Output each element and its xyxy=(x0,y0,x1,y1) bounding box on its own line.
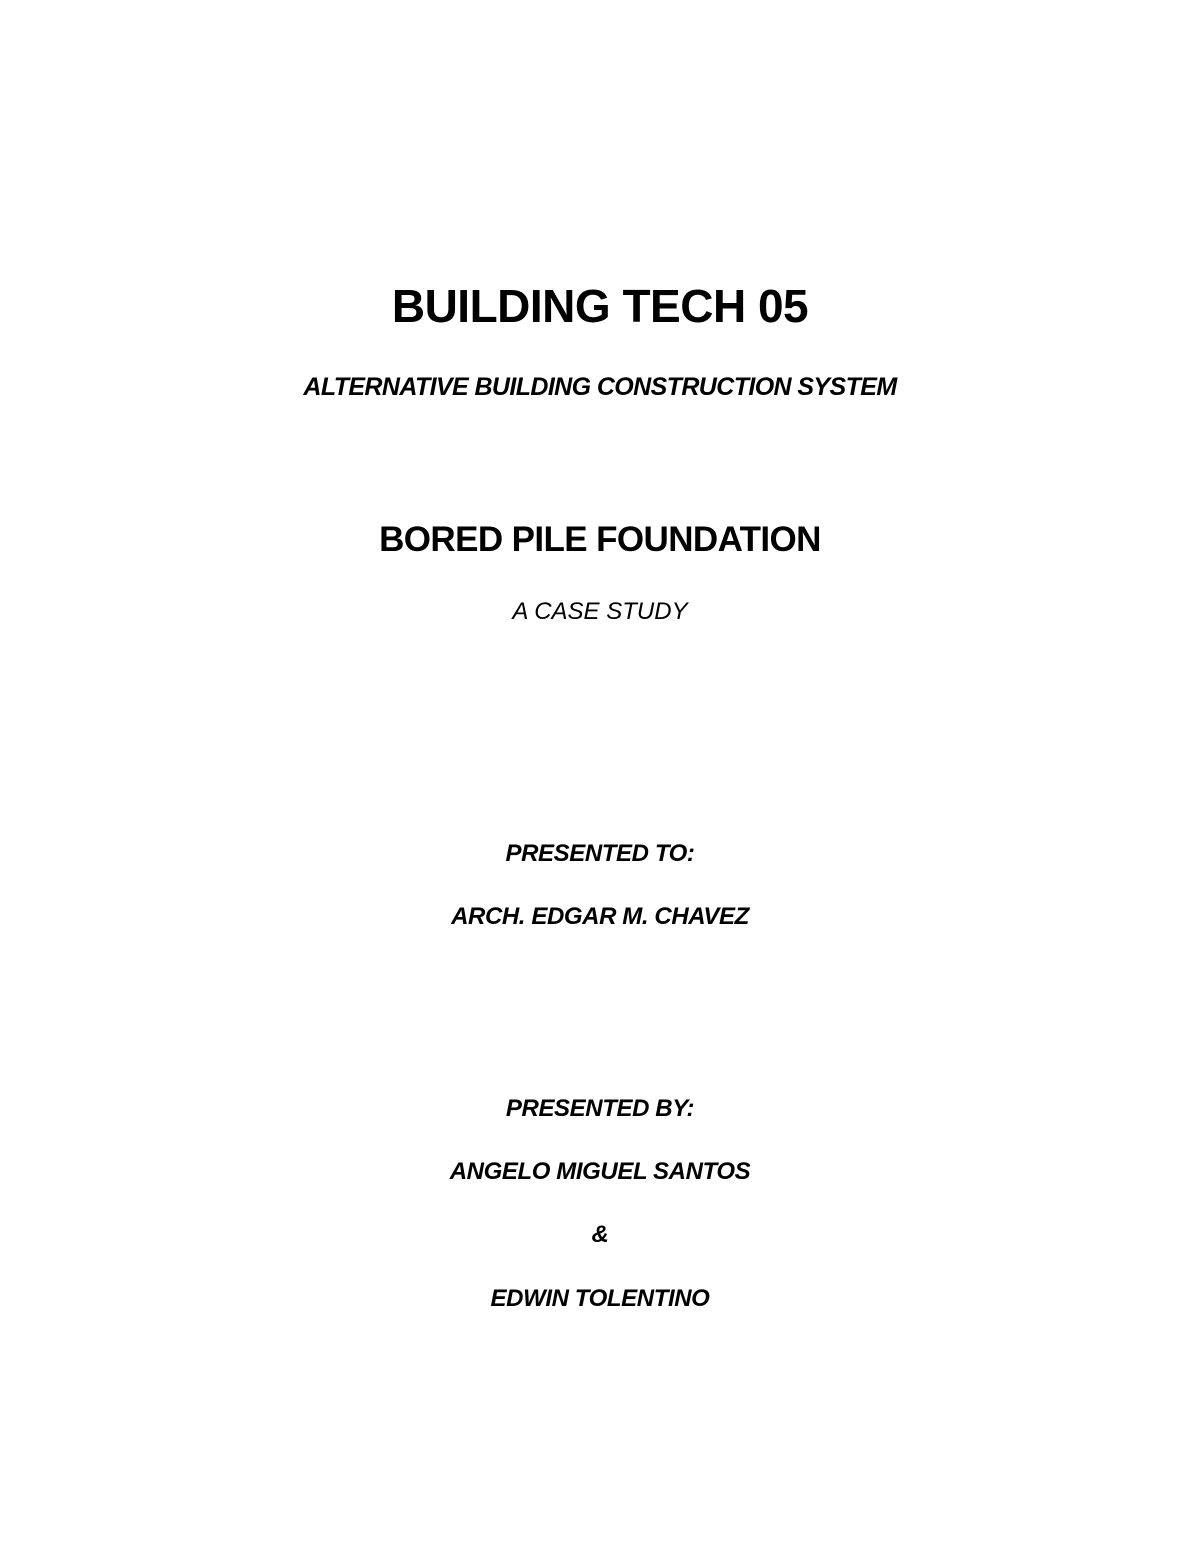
instructor-name: ARCH. EDGAR M. CHAVEZ xyxy=(451,903,749,930)
topic-subtitle: A CASE STUDY xyxy=(512,598,688,625)
course-title: BUILDING TECH 05 xyxy=(391,280,809,332)
presented-by-label: PRESENTED BY: xyxy=(505,1095,695,1122)
author-name-1: ANGELO MIGUEL SANTOS xyxy=(449,1158,751,1185)
author-name-2: EDWIN TOLENTINO xyxy=(490,1285,710,1312)
course-subtitle: ALTERNATIVE BUILDING CONSTRUCTION SYSTEM xyxy=(303,373,897,401)
author-conjunction: & xyxy=(591,1221,609,1248)
presented-to-label: PRESENTED TO: xyxy=(505,840,695,867)
topic-title: BORED PILE FOUNDATION xyxy=(379,520,821,559)
